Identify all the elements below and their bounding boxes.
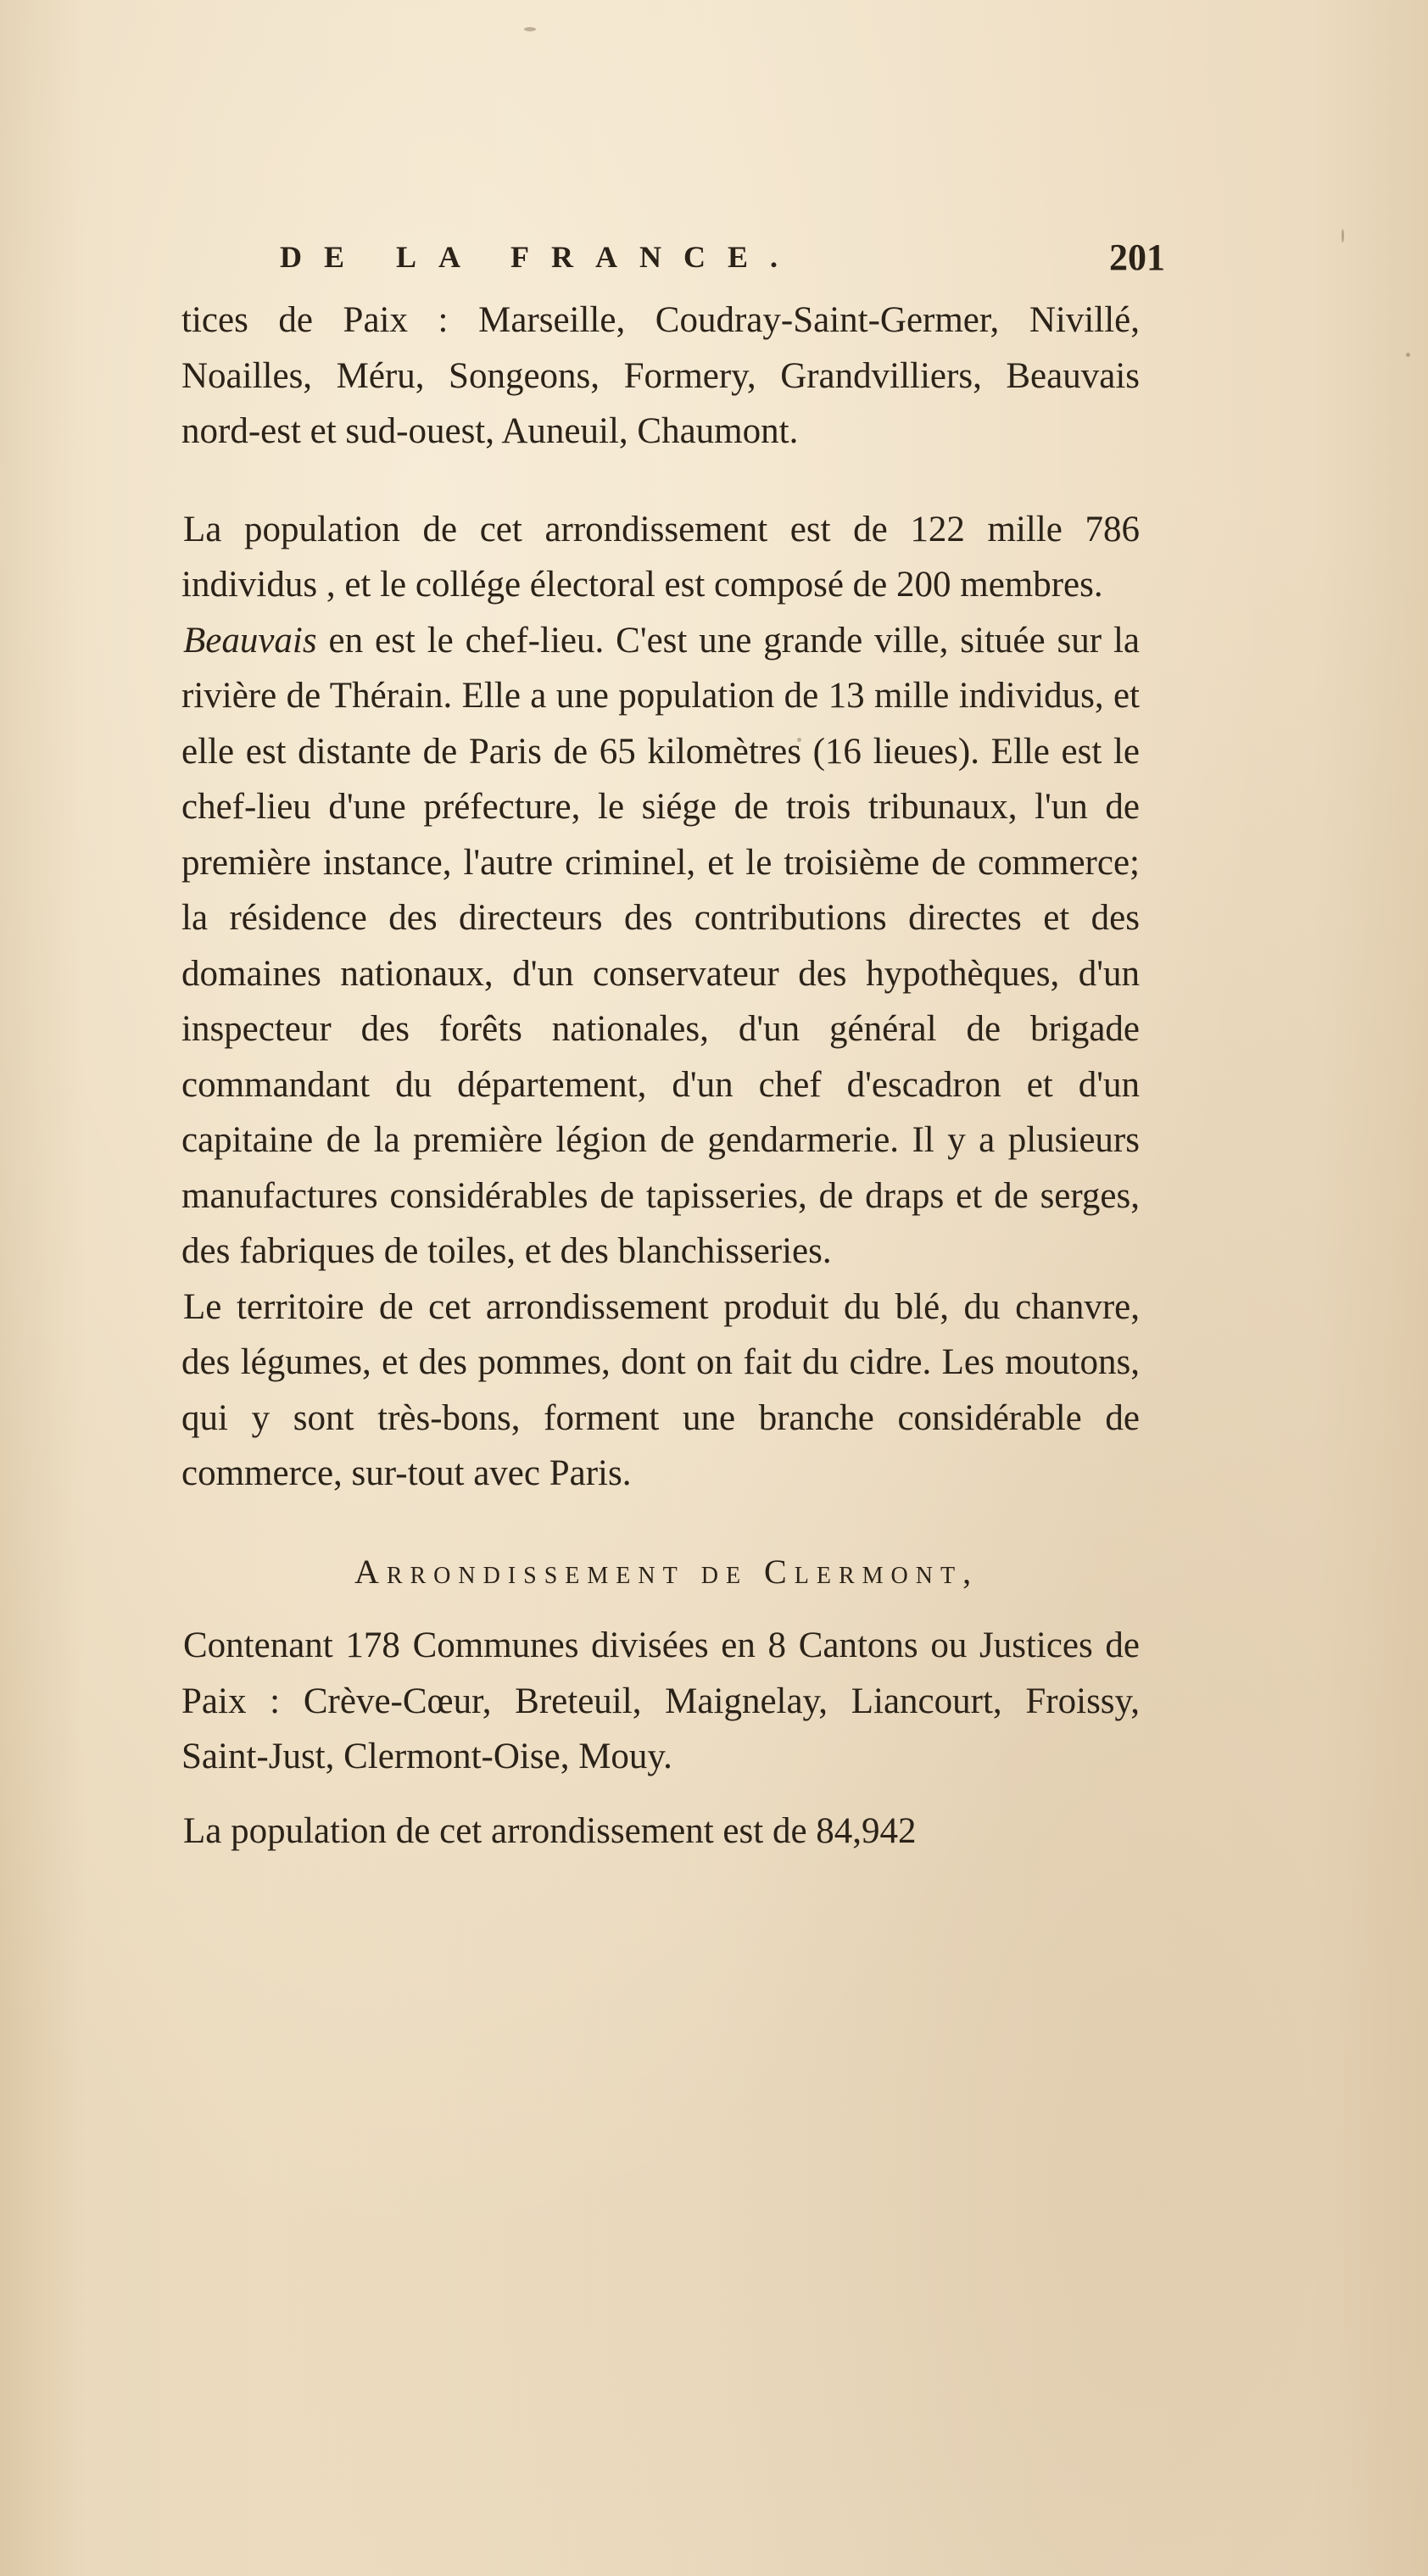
section-heading-clermont: Arrondissement de Clermont, [354, 1552, 979, 1591]
paper-speck [1342, 229, 1344, 243]
page-header [280, 239, 1165, 290]
paragraph-beauvais-description [181, 613, 1140, 1280]
paragraph-territory: Le territoire de cet arrondissement produit du blé, du chanvre, des légumes, et des pommes, dont on fait du cidre. Les moutons, qui y sont très-bons, forment une branche considérable de commerce, sur-tout avec Paris. [181, 1286, 1140, 1493]
beauvais-description-text: en est le chef-lieu. C'est une grande ville, située sur la rivière de Thérain. Elle a une population de 13 mille individus, et elle est distante de Paris de 65 kilomètres (16 lieues). Elle est le chef-lieu d'une préfecture, le siége de trois tribunaux, l'un de première instance, l'autre criminel, et le troisième de commerce; la résidence des directeurs des contributions directes et des domaines nationaux, d'un conservateur des hypothèques, d'un inspecteur des forêts nationales, d'un général de brigade commandant du département, d'un chef d'escadron et d'un capitaine de la première légion de gendarmerie. Il y a plusieurs manufactures considérables de tapisseries, de draps et de serges, des fabriques de toiles, et des blanchisseries. [181, 620, 1140, 1271]
paper-speck [524, 27, 536, 31]
page-number: 201 [1109, 237, 1165, 278]
body-text [181, 293, 1140, 1859]
paper-speck [797, 738, 801, 742]
running-head: DE LA FRANCE. [280, 240, 800, 274]
paper-speck [1406, 353, 1410, 357]
paragraph-population-beauvais: La population de cet arrondissement est de 122 mille 786 individus , et le collége électoral est composé de 200 membres. [181, 509, 1140, 605]
paragraph-cantons-beauvais: tices de Paix : Marseille, Coudray-Saint-Germer, Nivillé, Noailles, Méru, Songeons, Formery, Grandvilliers, Beauvais nord-est et sud-ouest, Auneuil, Chaumont. [181, 300, 1140, 451]
paragraph-population-clermont: La population de cet arrondissement est de 84,942 [183, 1810, 917, 1851]
paragraph-cantons-clermont: Contenant 178 Communes divisées en 8 Cantons ou Justices de Paix : Crève-Cœur, Breteuil, Maignelay, Liancourt, Froissy, Saint-Just, Clermont-Oise, Mouy. [181, 1625, 1140, 1776]
place-name-beauvais: Beauvais [183, 620, 317, 661]
